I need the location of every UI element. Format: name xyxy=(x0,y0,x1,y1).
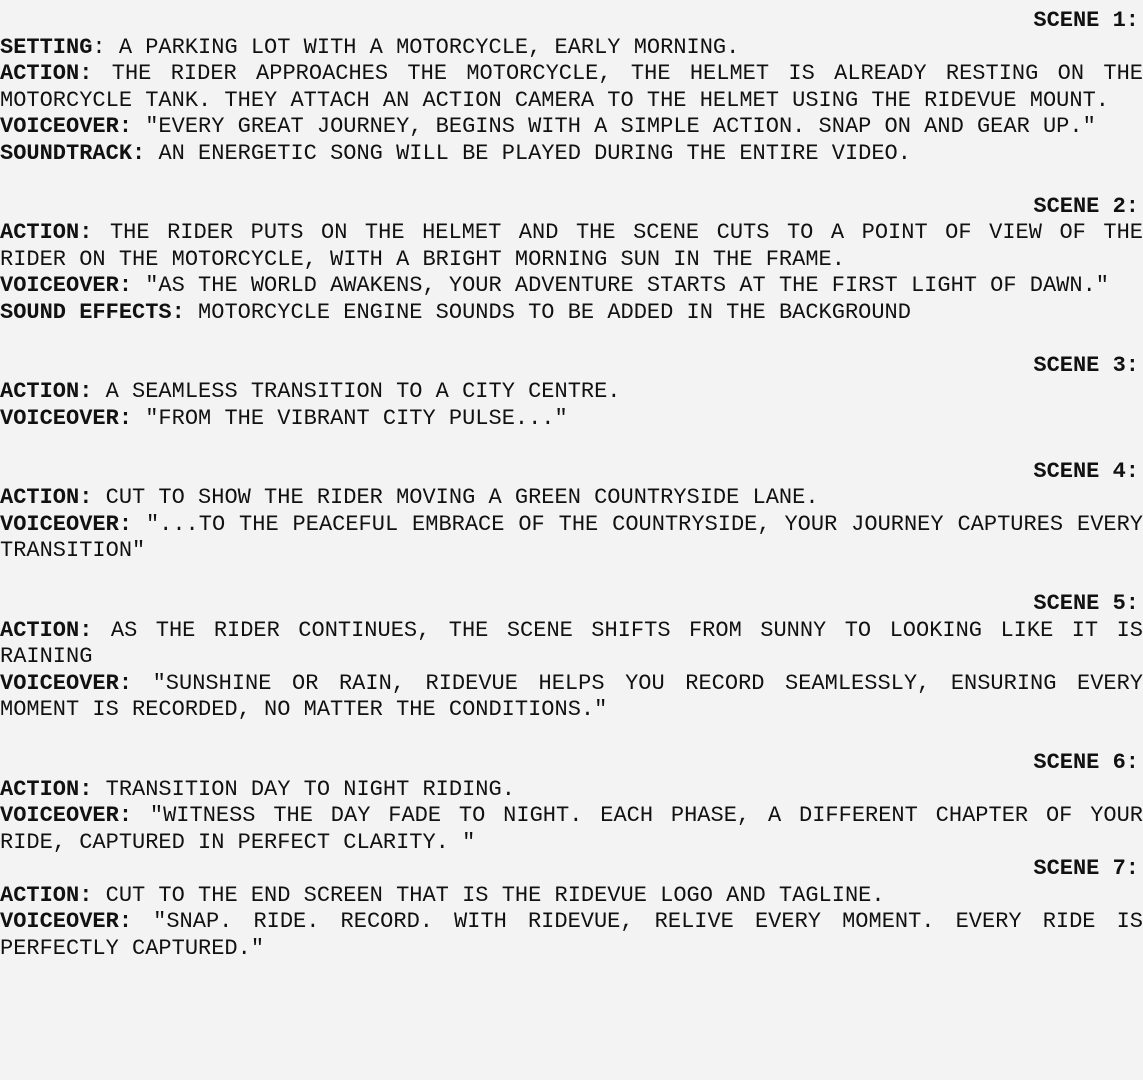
line-text: "EVERY GREAT JOURNEY, BEGINS WITH A SIMPLE ACTION. SNAP ON AND GEAR UP." xyxy=(145,114,1096,139)
line-label: VOICEOVER: xyxy=(0,803,133,828)
line-label: VOICEOVER: xyxy=(0,670,133,696)
spacer xyxy=(0,432,1143,459)
sound-effects-line xyxy=(0,300,1143,327)
line-separator xyxy=(92,485,105,510)
line-text: "WITNESS THE DAY FADE TO NIGHT. EACH PHASE, A DIFFERENT CHAPTER OF YOUR RIDE, CAPTURED IN PERFECT CLARITY. " xyxy=(0,803,1143,855)
line-text: TRANSITION DAY TO NIGHT RIDING. xyxy=(105,776,515,802)
line-separator xyxy=(132,909,153,934)
line-label: SOUND EFFECTS: xyxy=(0,299,185,325)
line-separator xyxy=(132,512,146,537)
line-separator xyxy=(92,220,110,245)
scene-heading: SCENE 2: xyxy=(1033,193,1139,219)
scene-heading: SCENE 3: xyxy=(1033,352,1139,378)
action-line xyxy=(0,485,1143,512)
spacer xyxy=(0,565,1143,592)
soundtrack-line xyxy=(0,141,1143,168)
action-line xyxy=(0,618,1143,671)
voiceover-line xyxy=(0,273,1143,300)
line-separator xyxy=(132,273,145,298)
line-label: VOICEOVER: xyxy=(0,273,133,298)
scene-heading: SCENE 1: xyxy=(1033,8,1139,33)
scene-2 xyxy=(0,194,1143,327)
line-text: A SEAMLESS TRANSITION TO A CITY CENTRE. xyxy=(105,379,621,404)
line-label: ACTION: xyxy=(0,379,93,404)
line-text: CUT TO SHOW THE RIDER MOVING A GREEN COUNTRYSIDE LANE. xyxy=(105,485,819,510)
setting-line xyxy=(0,35,1143,62)
line-separator xyxy=(132,803,150,828)
line-label: VOICEOVER: xyxy=(0,909,133,934)
line-separator xyxy=(132,114,145,139)
scene-heading: SCENE 6: xyxy=(1033,750,1139,775)
line-text: "AS THE WORLD AWAKENS, YOUR ADVENTURE STARTS AT THE FIRST LIGHT OF DAWN." xyxy=(145,273,1109,298)
line-label: VOICEOVER: xyxy=(0,405,133,431)
line-label: SOUNDTRACK: xyxy=(0,140,146,166)
spacer xyxy=(0,167,1143,194)
scene-5 xyxy=(0,591,1143,724)
line-label: ACTION: xyxy=(0,61,93,86)
line-separator xyxy=(92,379,105,404)
line-separator xyxy=(145,141,158,166)
line-separator xyxy=(132,671,153,696)
scene-heading: SCENE 5: xyxy=(1033,591,1139,616)
line-text: "FROM THE VIBRANT CITY PULSE..." xyxy=(145,405,568,431)
scene-6 xyxy=(0,750,1143,856)
line-text: "...TO THE PEACEFUL EMBRACE OF THE COUNTRYSIDE, YOUR JOURNEY CAPTURES EVERY TRANSITION" xyxy=(0,511,1143,563)
line-separator xyxy=(185,300,198,325)
line-text: CUT TO THE END SCREEN THAT IS THE RIDEVUE LOGO AND TAGLINE. xyxy=(105,882,885,908)
line-separator xyxy=(92,61,111,86)
line-separator xyxy=(92,777,105,802)
line-label: SETTING xyxy=(0,34,93,60)
line-separator xyxy=(92,883,105,908)
action-line xyxy=(0,379,1143,406)
line-label: ACTION: xyxy=(0,220,93,245)
voiceover-line xyxy=(0,512,1143,565)
scene-heading: SCENE 4: xyxy=(1033,458,1139,484)
line-text: "SNAP. RIDE. RECORD. WITH RIDEVUE, RELIVE EVERY MOMENT. EVERY RIDE IS PERFECTLY CAPTURED." xyxy=(0,909,1143,961)
scene-4 xyxy=(0,459,1143,565)
line-label: ACTION: xyxy=(0,617,93,643)
line-text: MOTORCYCLE ENGINE SOUNDS TO BE ADDED IN THE BACKGROUND xyxy=(198,299,911,325)
action-line xyxy=(0,777,1143,804)
line-separator xyxy=(132,406,145,431)
scene-7 xyxy=(0,856,1143,962)
scene-3 xyxy=(0,353,1143,433)
line-separator: : xyxy=(92,34,119,60)
line-text: THE RIDER PUTS ON THE HELMET AND THE SCENE CUTS TO A POINT OF VIEW OF THE RIDER ON THE MOTORCYCLE, WITH A BRIGHT MORNING SUN IN THE FRAME. xyxy=(0,220,1143,272)
action-line xyxy=(0,220,1143,273)
action-line xyxy=(0,61,1143,114)
line-text: A PARKING LOT WITH A MOTORCYCLE, EARLY MORNING. xyxy=(118,34,740,60)
line-text: THE RIDER APPROACHES THE MOTORCYCLE, THE HELMET IS ALREADY RESTING ON THE MOTORCYCLE TANK. THEY ATTACH AN ACTION CAMERA TO THE HELMET USING THE RIDEVUE MOUNT. xyxy=(0,61,1143,113)
voiceover-line xyxy=(0,803,1143,856)
line-text: "SUNSHINE OR RAIN, RIDEVUE HELPS YOU RECORD SEAMLESSLY, ENSURING EVERY MOMENT IS RECORDED, NO MATTER THE CONDITIONS." xyxy=(0,670,1143,722)
line-text: AN ENERGETIC SONG WILL BE PLAYED DURING THE ENTIRE VIDEO. xyxy=(158,140,911,166)
line-label: ACTION: xyxy=(0,485,93,510)
voiceover-line xyxy=(0,406,1143,433)
line-label: ACTION: xyxy=(0,776,93,802)
spacer xyxy=(0,724,1143,751)
voiceover-line xyxy=(0,114,1143,141)
line-separator xyxy=(92,618,110,643)
script-document xyxy=(0,8,1143,962)
line-label: VOICEOVER: xyxy=(0,114,133,139)
voiceover-line xyxy=(0,671,1143,724)
scene-1 xyxy=(0,8,1143,167)
voiceover-line xyxy=(0,909,1143,962)
line-label: ACTION: xyxy=(0,882,93,908)
scene-heading: SCENE 7: xyxy=(1033,856,1139,881)
action-line xyxy=(0,883,1143,910)
spacer xyxy=(0,326,1143,353)
line-text: AS THE RIDER CONTINUES, THE SCENE SHIFTS FROM SUNNY TO LOOKING LIKE IT IS RAINING xyxy=(0,617,1143,669)
line-label: VOICEOVER: xyxy=(0,511,133,537)
